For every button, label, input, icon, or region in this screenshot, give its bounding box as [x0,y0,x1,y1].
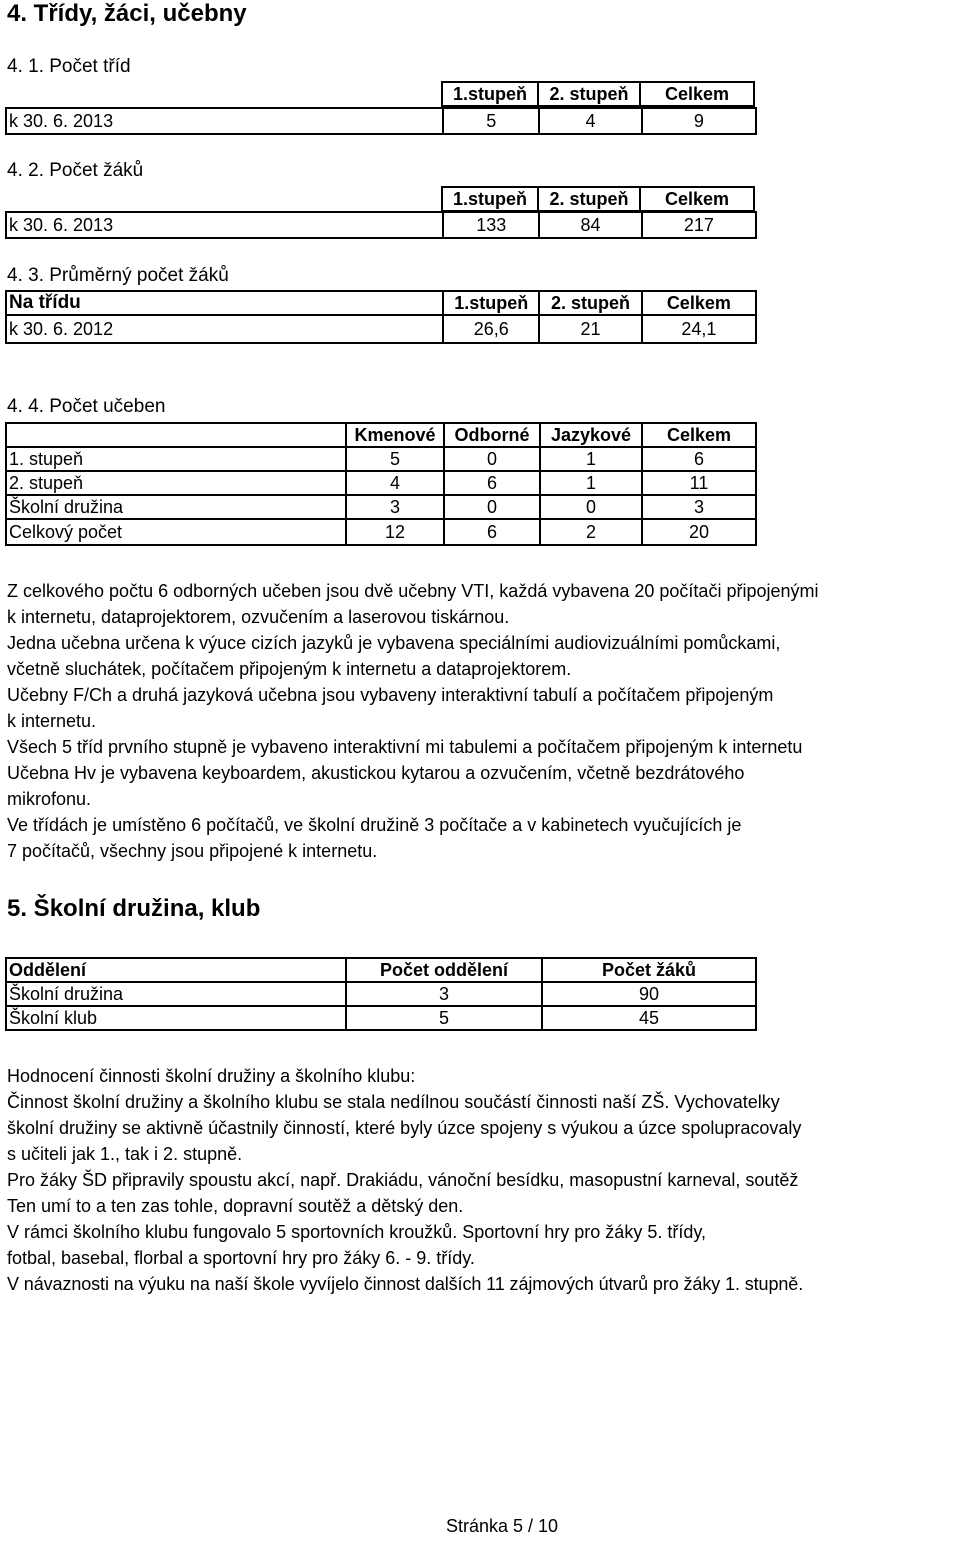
text-line: Činnost školní družiny a školního klubu se stala nedílnou součástí činnosti naší ZŠ. Vychovatelky [7,1092,780,1112]
subsection-title: 4. 2. Počet žáků [7,160,144,181]
row-label: Školní družina [6,495,346,519]
text-line: V návaznosti na výuku na naší škole vyvíjelo činnost dalších 11 zájmových útvarů pro žáky 1. stupně. [7,1274,804,1294]
header-cell: 2. stupeň [538,187,640,211]
header-cell: 2. stupeň [538,82,640,106]
row-label: Celkový počet [6,519,346,545]
value-cell: 20 [642,519,756,545]
classroom-description [7,578,957,864]
value-cell: 9 [642,108,756,134]
value-cell: 12 [346,519,444,545]
value-cell: 24,1 [642,315,756,343]
header-cell: 1.stupeň [442,82,538,106]
value-cell: 1 [540,471,642,495]
text-line: k internetu, dataprojektorem, ozvučením a laserovou tiskárnou. [7,607,510,627]
text-line: fotbal, basebal, florbal a sportovní hry pro žáky 6. - 9. třídy. [7,1248,475,1268]
text-line: Učebna Hv je vybavena keyboardem, akustickou kytarou a ozvučením, včetně bezdrátového [7,763,745,783]
text-line: Učebny F/Ch a druhá jazyková učebna jsou vybaveny interaktivní tabulí a počítačem připojeným [7,685,774,705]
value-cell: 133 [443,212,539,238]
text-line: Z celkového počtu 6 odborných učeben jsou dvě učebny VTI, každá vybavena 20 počítači připojenými [7,581,819,601]
row-label: k 30. 6. 2013 [6,108,443,134]
empty-header-cell [6,423,346,447]
value-cell: 1 [540,447,642,471]
value-cell: 26,6 [443,315,539,343]
value-cell: 6 [444,471,540,495]
section-heading: 4. Třídy, žáci, učebny [7,0,247,27]
row-label: 2. stupeň [6,471,346,495]
row-label: k 30. 6. 2013 [6,212,443,238]
text-line: Všech 5 tříd prvního stupně je vybaveno interaktivní mi tabulemi a počítačem připojeným k internetu [7,737,803,757]
value-cell: 3 [346,982,542,1006]
value-cell: 217 [642,212,756,238]
text-line: Pro žáky ŠD připravily spoustu akcí, např. Drakiádu, vánoční besídku, masopustní karneval, soutěž [7,1170,799,1190]
text-line: Jedna učebna určena k výuce cizích jazyků je vybavena speciálními audiovizuálními pomůckami, [7,633,781,653]
value-cell: 6 [444,519,540,545]
value-cell: 0 [444,495,540,519]
header-cell: Počet oddělení [346,958,542,982]
value-cell: 3 [642,495,756,519]
value-cell: 2 [540,519,642,545]
value-cell: 4 [539,108,641,134]
header-cell: Jazykové [540,423,642,447]
value-cell: 4 [346,471,444,495]
text-line: k internetu. [7,711,97,731]
text-line: 7 počítačů, všechny jsou připojené k internetu. [7,841,378,861]
header-cell: Počet žáků [542,958,756,982]
value-cell: 90 [542,982,756,1006]
value-cell: 45 [542,1006,756,1030]
text-line: včetně sluchátek, počítačem připojeným k internetu a dataprojektorem. [7,659,572,679]
subsection-title: 4. 1. Počet tříd [7,56,131,77]
header-cell: 2. stupeň [539,291,641,315]
header-cell: Kmenové [346,423,444,447]
header-cell: 1.stupeň [443,291,539,315]
text-line: s učiteli jak 1., tak i 2. stupně. [7,1144,243,1164]
club-description [7,1063,957,1297]
text-line: V rámci školního klubu fungovalo 5 sportovních kroužků. Sportovní hry pro žáky 5. třídy, [7,1222,707,1242]
header-cell: Odborné [444,423,540,447]
row-label: Školní družina [6,982,346,1006]
value-cell: 0 [540,495,642,519]
row-label: 1. stupeň [6,447,346,471]
header-cell: Celkem [640,82,754,106]
row-label: k 30. 6. 2012 [6,315,443,343]
pupil-count-table [441,186,755,212]
text-line: Hodnocení činnosti školní družiny a školního klubu: [7,1066,416,1086]
pupil-count-row-table [5,211,757,239]
value-cell: 21 [539,315,641,343]
value-cell: 6 [642,447,756,471]
header-cell: Celkem [642,291,756,315]
subsection-title: 4. 3. Průměrný počet žáků [7,265,229,286]
value-cell: 11 [642,471,756,495]
header-cell: Celkem [642,423,756,447]
class-count-table [441,81,755,107]
header-cell: Celkem [640,187,754,211]
subsection-title: 4. 4. Počet učeben [7,396,166,417]
text-line: Ten umí to a ten zas tohle, dopravní soutěž a dětský den. [7,1196,464,1216]
value-cell: 0 [444,447,540,471]
value-cell: 5 [443,108,539,134]
text-line: Ve třídách je umístěno 6 počítačů, ve školní družině 3 počítače a v kabinetech vyučujících je [7,815,742,835]
header-label: Na třídu [6,291,443,315]
row-label: Školní klub [6,1006,346,1030]
value-cell: 5 [346,1006,542,1030]
average-pupils-table [5,290,757,344]
value-cell: 5 [346,447,444,471]
page-number: Stránka 5 / 10 [446,1516,559,1536]
text-line: mikrofonu. [7,789,92,809]
section-heading: 5. Školní družina, klub [7,895,261,922]
class-count-row-table [5,107,757,135]
text-line: školní družiny se aktivně účastnily činností, které byly úzce spojeny s výukou a úzce spolupracovaly [7,1118,802,1138]
after-school-table [5,957,757,1031]
header-label: Oddělení [6,958,346,982]
value-cell: 84 [539,212,641,238]
classroom-count-table [5,422,757,546]
value-cell: 3 [346,495,444,519]
header-cell: 1.stupeň [442,187,538,211]
